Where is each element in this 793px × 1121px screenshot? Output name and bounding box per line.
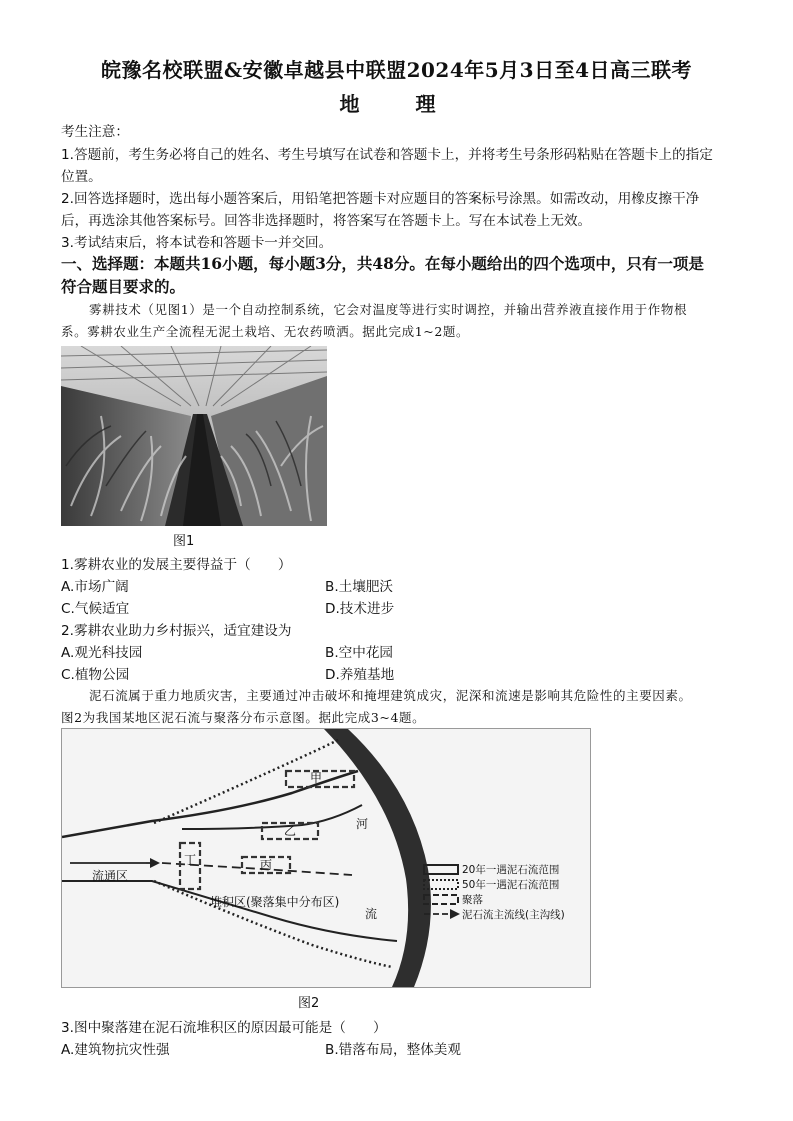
legend-main-flow-line: 泥石流主流线(主沟线) xyxy=(462,909,565,921)
label-deposit-zone: 堆积区(聚落集中分布区) xyxy=(210,895,340,909)
q1-option-b: B.土壤肥沃 xyxy=(325,579,394,595)
label-yi: 乙 xyxy=(284,824,297,838)
q1-stem: 1.雾耕农业的发展主要得益于（ ） xyxy=(61,557,292,573)
figure1-caption: 图1 xyxy=(173,534,195,549)
q1-option-a: A.市场广阔 xyxy=(61,579,129,595)
q1-option-c: C.气候适宜 xyxy=(61,601,130,617)
notice-line-4: 后，再选涂其他答案标号。回答非选择题时，将答案写在答题卡上。写在本试卷上无效。 xyxy=(61,213,592,229)
subject-title: 地 理 xyxy=(339,92,454,116)
legend-50-year: 50年一遇泥石流范围 xyxy=(462,879,560,891)
q2-option-c: C.植物公园 xyxy=(61,667,130,683)
q2-option-b: B.空中花园 xyxy=(325,645,394,661)
q2-stem: 2.雾耕农业助力乡村振兴，适宜建设为 xyxy=(61,623,292,639)
passage1-line-1: 雾耕技术（见图1）是一个自动控制系统，它会对温度等进行实时调控，并输出营养液直接作用于作物根 xyxy=(89,302,688,317)
q2-option-a: A.观光科技园 xyxy=(61,645,143,661)
passage2-line-2: 图2为我国某地区泥石流与聚落分布示意图。据此完成3~4题。 xyxy=(61,710,426,725)
notice-line-3: 2.回答选择题时，选出每小题答案后，用铅笔把答题卡对应题目的答案标号涂黑。如需改动，用橡皮擦干净 xyxy=(61,191,700,207)
section-heading-line-1: 一、选择题：本题共16小题，每小题3分，共48分。在每小题给出的四个选项中，只有一项是 xyxy=(61,254,704,273)
exam-title: 皖豫名校联盟&安徽卓越县中联盟2024年5月3日至4日高三联考 xyxy=(101,58,692,82)
notice-heading: 考生注意： xyxy=(61,124,129,140)
label-bing: 丙 xyxy=(260,858,273,872)
q3-option-b: B.错落布局，整体美观 xyxy=(325,1042,461,1058)
label-flow-zone: 流通区 xyxy=(92,869,129,883)
passage2-line-1: 泥石流属于重力地质灾害，主要通过冲击破坏和掩埋建筑成灾，泥深和流速是影响其危险性的主要因素。 xyxy=(89,688,692,703)
label-river-2: 流 xyxy=(365,907,378,921)
figure2-debris-flow-map xyxy=(61,728,591,988)
notice-line-2: 位置。 xyxy=(61,169,102,185)
passage1-line-2: 系。雾耕农业生产全流程无泥土栽培、无农药喷洒。据此完成1~2题。 xyxy=(61,324,470,339)
figure2-caption: 图2 xyxy=(298,996,320,1011)
river-shape xyxy=(324,729,431,987)
label-river-1: 河 xyxy=(356,817,369,831)
q2-option-d: D.养殖基地 xyxy=(325,667,395,683)
notice-line-1: 1.答题前，考生务必将自己的姓名、考生号填写在试卷和答题卡上，并将考生号条形码粘贴在答题卡上的指定 xyxy=(61,147,713,163)
label-ding: 丁 xyxy=(184,853,197,867)
q3-stem: 3.图中聚落建在泥石流堆积区的原因最可能是（ ） xyxy=(61,1020,387,1036)
legend-20-year: 20年一遇泥石流范围 xyxy=(462,864,560,876)
figure1-greenhouse-photo xyxy=(61,346,327,526)
label-jia: 甲 xyxy=(310,771,323,785)
section-heading-line-2: 符合题目要求的。 xyxy=(61,277,186,296)
legend-settlement: 聚落 xyxy=(462,894,483,906)
q1-option-d: D.技术进步 xyxy=(325,601,395,617)
q3-option-a: A.建筑物抗灾性强 xyxy=(61,1042,170,1058)
notice-line-5: 3.考试结束后，将本试卷和答题卡一并交回。 xyxy=(61,235,333,251)
